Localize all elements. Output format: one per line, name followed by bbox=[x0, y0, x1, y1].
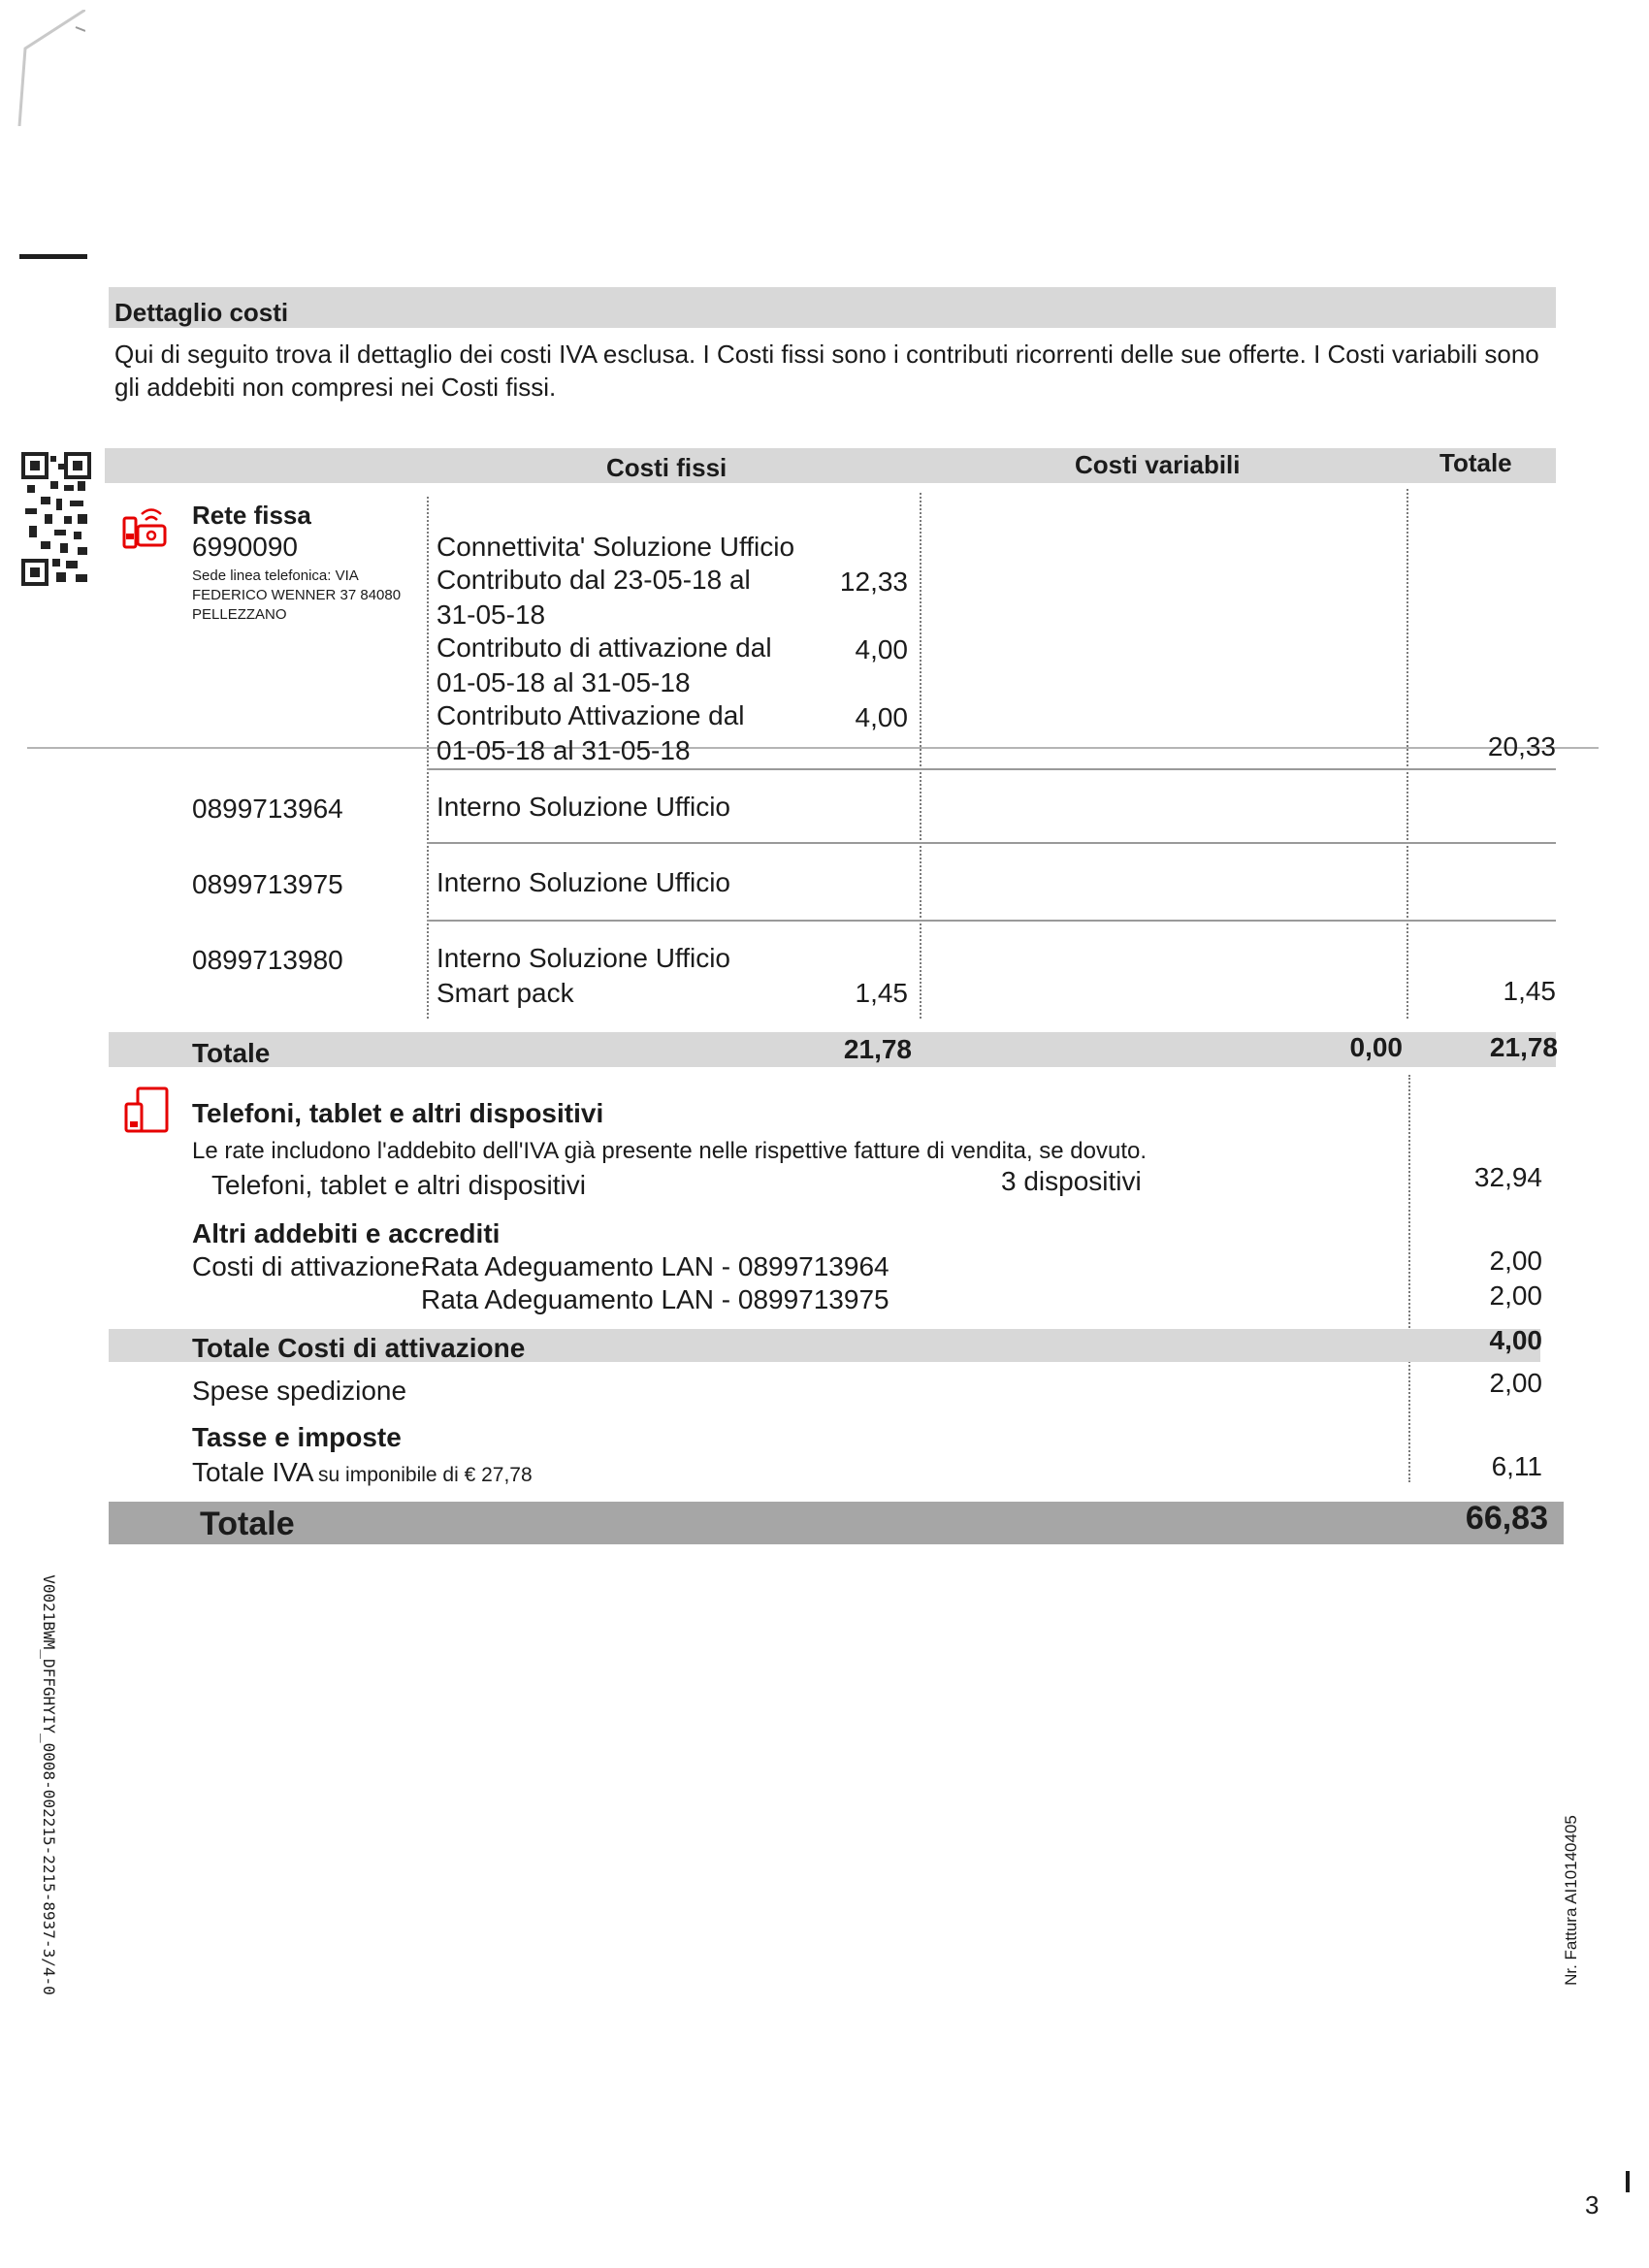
subtotal-fixed: 21,78 bbox=[843, 1034, 912, 1064]
fixed-item-2-amount: 4,00 bbox=[855, 634, 908, 664]
internal-line-1-offer: Interno Soluzione Ufficio bbox=[436, 792, 730, 822]
separator-total-lower bbox=[1408, 1075, 1410, 1482]
grand-total-amount: 66,83 bbox=[1465, 1500, 1548, 1537]
col-header-total: Totale bbox=[1439, 448, 1512, 477]
activation-item-1-amount: 2,00 bbox=[1489, 1246, 1542, 1276]
side-code: V0021BWM_DFFGHYIY_0008-002215-2215-8937-3/4-0 bbox=[40, 1574, 58, 1995]
separator-after-fixed bbox=[920, 493, 922, 1019]
activation-total-amount: 4,00 bbox=[1489, 1325, 1542, 1355]
fixed-line-number: 6990090 bbox=[192, 532, 299, 562]
vat-amount: 6,11 bbox=[1491, 1451, 1542, 1481]
row-divider bbox=[427, 920, 1556, 922]
devices-note: Le rate includono l'addebito dell'IVA già presente nelle rispettive fatture di vendita, se dovuto. bbox=[192, 1138, 1148, 1164]
activation-total-label: Totale Costi di attivazione bbox=[192, 1333, 526, 1363]
vat-base: su imponibile di € 27,78 bbox=[318, 1464, 533, 1486]
row-divider bbox=[427, 768, 1556, 770]
fixed-item-3-amount: 4,00 bbox=[855, 702, 908, 732]
internal-line-3-extra: Smart pack bbox=[436, 978, 574, 1008]
shipping-amount: 2,00 bbox=[1489, 1368, 1542, 1398]
page-number: 3 bbox=[1585, 2190, 1600, 2219]
grand-total-bar bbox=[109, 1502, 1564, 1544]
internal-line-2-offer: Interno Soluzione Ufficio bbox=[436, 867, 730, 897]
fixed-item-2-desc: Contributo di attivazione dal bbox=[436, 632, 772, 663]
section-intro: Qui di seguito trova il dettaglio dei costi IVA esclusa. I Costi fissi sono i contributi ricorrenti delle sue offerte. I Costi variabili sono gli addebiti non compresi nei Costi fissi. bbox=[114, 340, 1539, 402]
separator-after-variable bbox=[1406, 489, 1408, 1019]
device-icon bbox=[124, 1086, 171, 1135]
invoice-number: Nr. Fattura AI10140405 bbox=[1562, 1815, 1580, 1986]
activation-item-1-desc: Rata Adeguamento LAN - 0899713964 bbox=[421, 1251, 889, 1281]
devices-row-total: 32,94 bbox=[1473, 1162, 1542, 1192]
other-title: Altri addebiti e accrediti bbox=[192, 1218, 501, 1248]
activation-item-2-desc: Rata Adeguamento LAN - 0899713975 bbox=[421, 1284, 889, 1314]
internal-line-3-offer: Interno Soluzione Ufficio bbox=[436, 943, 730, 973]
devices-row-count: 3 dispositivi bbox=[1001, 1166, 1142, 1196]
internal-line-3-number: 0899713980 bbox=[192, 945, 343, 975]
activation-item-2-amount: 2,00 bbox=[1489, 1280, 1542, 1311]
fixed-item-2-desc-cont: 01-05-18 al 31-05-18 bbox=[436, 667, 691, 697]
internal-line-3-amount: 1,45 bbox=[855, 978, 908, 1008]
subtotal-total: 21,78 bbox=[1489, 1032, 1558, 1062]
shipping-label: Spese spedizione bbox=[192, 1376, 407, 1406]
fixed-line-address: Sede linea telefonica: VIA FEDERICO WENNER 37 84080 PELLEZZANO bbox=[192, 567, 402, 623]
subtotal-variable: 0,00 bbox=[1349, 1032, 1403, 1062]
section-header-bar bbox=[109, 287, 1556, 328]
landline-phone-icon bbox=[120, 504, 169, 551]
grand-total-label: Totale bbox=[200, 1506, 295, 1542]
fixed-item-1-desc-cont: 31-05-18 bbox=[436, 599, 546, 630]
fixed-item-1-desc: Contributo dal 23-05-18 al bbox=[436, 565, 751, 595]
fixed-item-1-amount: 12,33 bbox=[839, 567, 908, 597]
fixed-line-total: 20,33 bbox=[1487, 731, 1556, 761]
scan-corner-mark bbox=[17, 10, 85, 126]
page-marker bbox=[1626, 2171, 1630, 2192]
taxes-title: Tasse e imposte bbox=[192, 1422, 402, 1452]
vat-line bbox=[192, 1455, 533, 1490]
vat-label: Totale IVA bbox=[192, 1457, 314, 1487]
paper-fold-line bbox=[27, 747, 1599, 749]
column-header-bar bbox=[105, 448, 1556, 483]
activation-label: Costi di attivazione: bbox=[192, 1251, 428, 1281]
registration-mark bbox=[19, 254, 87, 259]
col-header-variable: Costi variabili bbox=[1075, 450, 1241, 479]
section-title: Dettaglio costi bbox=[114, 298, 289, 327]
internal-line-1-number: 0899713964 bbox=[192, 794, 343, 824]
internal-line-2-number: 0899713975 bbox=[192, 869, 343, 899]
separator-after-description bbox=[427, 497, 429, 1019]
col-header-fixed: Costi fissi bbox=[606, 453, 728, 482]
subtotal-label: Totale bbox=[192, 1038, 271, 1068]
devices-title: Telefoni, tablet e altri dispositivi bbox=[192, 1098, 604, 1128]
row-divider bbox=[427, 842, 1556, 844]
devices-row-label: Telefoni, tablet e altri dispositivi bbox=[211, 1170, 586, 1200]
fixed-item-3-desc: Contributo Attivazione dal bbox=[436, 700, 745, 730]
fixed-line-title: Rete fissa bbox=[192, 501, 311, 530]
qr-code bbox=[21, 452, 91, 588]
internal-line-3-total: 1,45 bbox=[1503, 976, 1556, 1006]
fixed-line-offer: Connettivita' Soluzione Ufficio bbox=[436, 532, 795, 562]
fixed-item-3-desc-cont: 01-05-18 al 31-05-18 bbox=[436, 735, 691, 765]
